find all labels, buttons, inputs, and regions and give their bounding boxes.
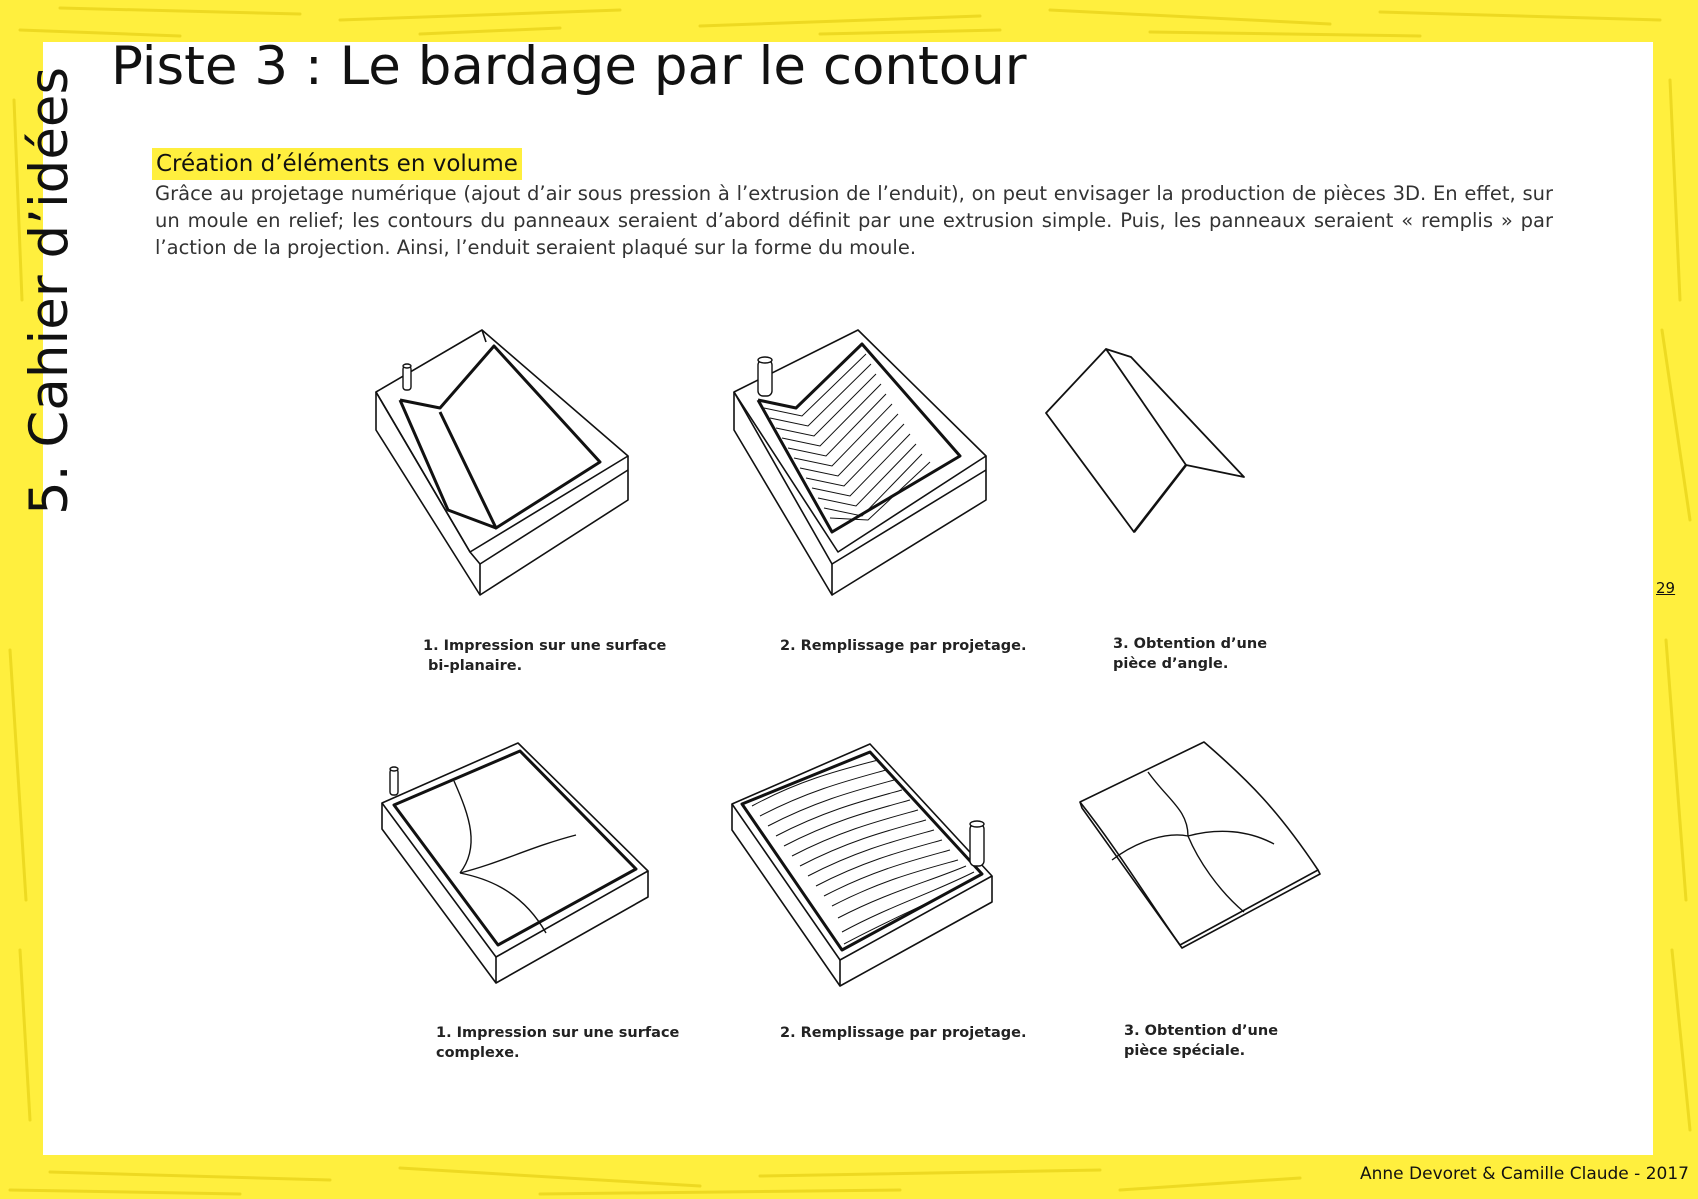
complex-mold-filled-icon (730, 740, 1000, 990)
complex-mold-filled-figure (730, 740, 1000, 994)
complex-mold-outline-icon (380, 737, 650, 987)
page-number: 29 (1656, 579, 1676, 597)
footer-credits: Anne Devoret & Camille Claude - 2017 (1360, 1164, 1689, 1184)
biplanar-mold-filled-icon (728, 320, 998, 600)
caption-row2-2: 2. Remplissage par projetage. (780, 1025, 1027, 1041)
caption-row2-1: 1. Impression sur une surface complexe. (436, 1025, 680, 1061)
side-chapter-title: 5. Cahier d’idées (19, 66, 80, 515)
biplanar-mold-filled-figure (728, 320, 998, 604)
caption-row2-3: 3. Obtention d’une pièce spéciale. (1124, 1023, 1279, 1059)
biplanar-mold-outline-icon (370, 320, 640, 600)
caption-row1-1: 1. Impression sur une surface bi-planaire. (423, 638, 667, 674)
caption-row1-2: 2. Remplissage par projetage. (780, 638, 1027, 654)
angle-piece-icon (1044, 345, 1254, 535)
complex-mold-outline-figure (380, 737, 650, 991)
angle-piece-figure (1044, 345, 1254, 539)
special-piece-icon (1078, 740, 1323, 950)
biplanar-mold-outline-figure (370, 320, 640, 604)
special-piece-figure (1078, 740, 1323, 954)
section-heading: Création d’éléments en volume (152, 148, 522, 180)
page-title: Piste 3 : Le bardage par le contour (111, 36, 1027, 97)
section-body: Grâce au projetage numérique (ajout d’air sous pression à l’extrusion de l’enduit), on peut envisager la production de pièces 3D. En effet, sur un moule en relief; les contours du panneaux seraient d’abord définit par une extrusion simple. Puis, les panneaux seraient « remplis » par l’action de la projection. Ainsi, l’enduit seraient plaqué sur la forme du moule. (155, 182, 1553, 259)
caption-row1-3: 3. Obtention d’une pièce d’angle. (1113, 636, 1268, 672)
